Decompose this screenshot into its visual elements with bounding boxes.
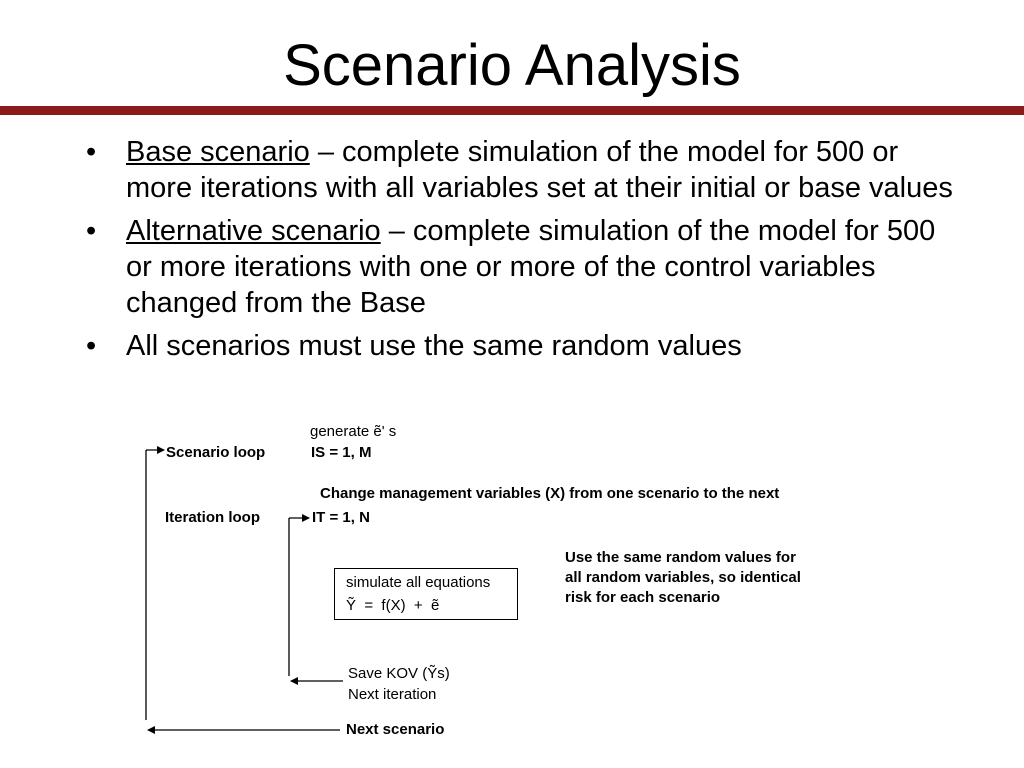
box-title: simulate all equations <box>346 574 491 591</box>
random-values-note-line-1: Use the same random values for <box>565 549 796 566</box>
bullet-term: Base scenario <box>126 136 310 168</box>
random-values-note-line-3: risk for each scenario <box>565 589 721 606</box>
change-management-note: Change management variables (X) from one scenario to the next <box>320 485 780 502</box>
bullet-text: – complete simulation of the model for 500 or more iterations with all variables set at their initial or base values <box>126 136 953 204</box>
model-equation: Ỹ = f(X) + ẽ <box>346 597 440 614</box>
random-values-note-line-2: all random variables, so identical <box>565 569 801 586</box>
slide-title: Scenario Analysis <box>283 33 741 98</box>
next-scenario-label: Next scenario <box>346 721 445 738</box>
save-kov-label: Save KOV (Ỹs) <box>348 665 450 682</box>
iteration-loop-label: Iteration loop <box>165 509 260 526</box>
scenario-loop-label: Scenario loop <box>166 444 266 461</box>
bullet-text: All scenarios must use the same random values <box>126 330 742 362</box>
is-range-label: IS = 1, M <box>311 444 372 461</box>
next-iteration-label: Next iteration <box>348 686 437 703</box>
bullet-dot-icon: • <box>86 215 97 247</box>
simulate-equations-box <box>334 568 518 620</box>
bullet-dot-icon: • <box>86 136 97 168</box>
bullet-text: – complete simulation of the model for 500 or more iterations with one or more of the control variables changed from the Base <box>126 215 936 319</box>
generate-label: generate ẽ' s <box>310 423 397 440</box>
it-range-label: IT = 1, N <box>312 509 370 526</box>
bullet-dot-icon: • <box>86 330 97 362</box>
bullet-term: Alternative scenario <box>126 215 381 247</box>
